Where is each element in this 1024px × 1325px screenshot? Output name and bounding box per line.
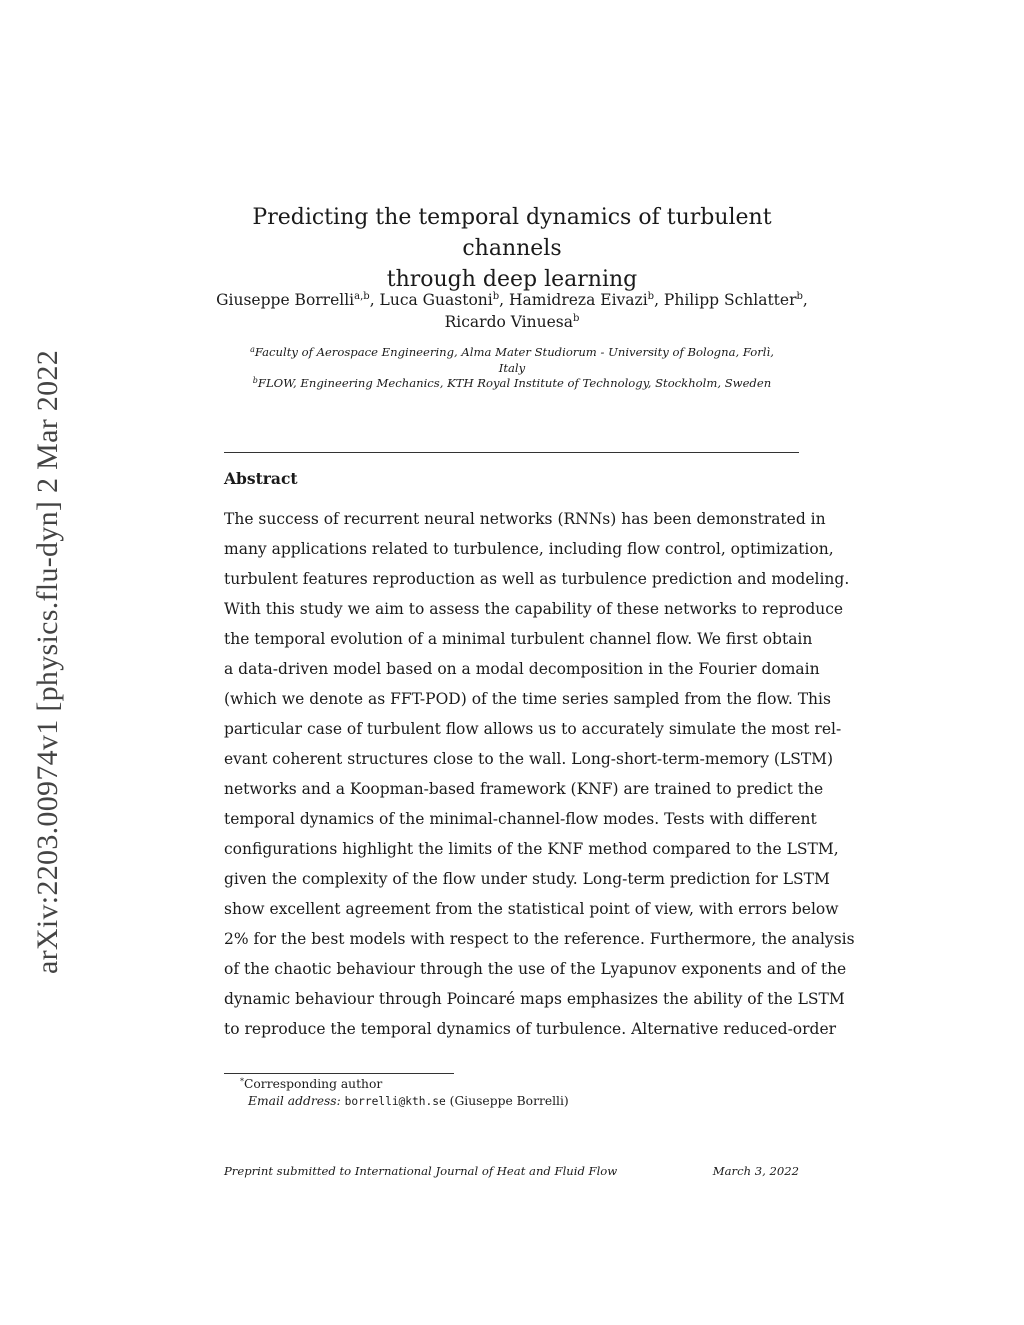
arxiv-identifier-stamp: arXiv:2203.00974v1 [physics.flu-dyn] 2 Mar 2022 [31, 349, 64, 975]
abstract-line: networks and a Koopman-based framework (KNF) are trained to predict the [224, 780, 824, 798]
title-line-1: Predicting the temporal dynamics of turbulent channels [252, 205, 772, 261]
corresponding-author-label: Corresponding author [244, 1077, 383, 1091]
abstract-line: temporal dynamics of the minimal-channel-flow modes. Tests with different [224, 810, 817, 828]
affiliation-a [200, 345, 824, 376]
abstract-line: dynamic behaviour through Poincaré maps emphasizes the ability of the LSTM [224, 990, 845, 1008]
abstract-line: 2% for the best models with respect to the reference. Furthermore, the analysis [224, 930, 855, 948]
abstract-line: many applications related to turbulence, including flow control, optimization, [224, 540, 834, 558]
affiliations [200, 345, 824, 392]
email-owner: (Giuseppe Borrelli) [449, 1094, 569, 1108]
author-3-affiliation-mark: b [647, 291, 655, 302]
footnote-rule [224, 1073, 454, 1074]
author-1-affiliation-mark: a,b [354, 291, 370, 302]
preprint-date: March 3, 2022 [712, 1164, 799, 1178]
author-4: Philipp Schlatter [663, 291, 797, 309]
abstract-line: evant coherent structures close to the wall. Long-short-term-memory (LSTM) [224, 750, 834, 768]
corresponding-author-note [224, 1076, 799, 1093]
abstract-line: a data-driven model based on a modal decomposition in the Fourier domain [224, 660, 820, 678]
abstract-heading: Abstract [224, 469, 298, 488]
author-3: Hamidreza Eivazi [509, 291, 648, 309]
author-5: Ricardo Vinuesa [444, 313, 573, 331]
email-label: Email address: [248, 1094, 341, 1108]
affiliation-a-mark: a [250, 345, 255, 354]
footnote-mark: * [240, 1077, 244, 1086]
author-1: Giuseppe Borrelli [216, 291, 355, 309]
abstract-line: to reproduce the temporal dynamics of turbulence. Alternative reduced-order [224, 1020, 837, 1038]
abstract-line: turbulent features reproduction as well as turbulence prediction and modeling. [224, 570, 850, 588]
affiliation-b-text: FLOW, Engineering Mechanics, KTH Royal Institute of Technology, Stockholm, Sweden [257, 376, 772, 390]
paper-title [200, 202, 824, 295]
affiliation-b [200, 376, 824, 392]
abstract-line: show excellent agreement from the statistical point of view, with errors below [224, 900, 839, 918]
abstract-line: configurations highlight the limits of the KNF method compared to the LSTM, [224, 840, 839, 858]
affiliation-a-text: Faculty of Aerospace Engineering, Alma Mater Studiorum - University of Bologna, Forlì, [254, 345, 774, 359]
affiliation-b-mark: b [252, 376, 258, 385]
author-4-affiliation-mark: b [796, 291, 803, 302]
abstract-line: The success of recurrent neural networks (RNNs) has been demonstrated in [224, 510, 826, 528]
abstract-line: given the complexity of the flow under study. Long-term prediction for LSTM [224, 870, 830, 888]
abstract-line: the temporal evolution of a minimal turbulent channel flow. We first obtain [224, 630, 813, 648]
preprint-venue: Preprint submitted to International Journal of Heat and Fluid Flow [224, 1164, 618, 1178]
email-note [224, 1093, 799, 1110]
abstract-line: of the chaotic behaviour through the use of the Lyapunov exponents and of the [224, 960, 847, 978]
abstract-line: With this study we aim to assess the capability of these networks to reproduce [224, 600, 844, 618]
author-5-affiliation-mark: b [572, 313, 580, 324]
abstract-line: particular case of turbulent flow allows us to accurately simulate the most rel- [224, 720, 842, 738]
author-2: Luca Guastoni [379, 291, 493, 309]
abstract-line: (which we denote as FFT-POD) of the time series sampled from the flow. This [224, 690, 831, 708]
email-address-link[interactable]: borrelli@kth.se [344, 1095, 446, 1108]
affiliation-a-text-cont: Italy [498, 360, 526, 375]
footnote [224, 1076, 799, 1110]
author-list: Giuseppe Borrelli$^{a,b}$, Luca Guastoni$^b$, Hamidreza Eivazi$^b$, Philipp Schlatter$^b$, Ricardo Vinuesa$^b$ [216, 291, 808, 331]
abstract-body [224, 506, 855, 1046]
title-line-2: through deep learning [386, 267, 638, 292]
author-2-affiliation-mark: b [492, 291, 500, 302]
abstract-top-rule [224, 452, 799, 453]
